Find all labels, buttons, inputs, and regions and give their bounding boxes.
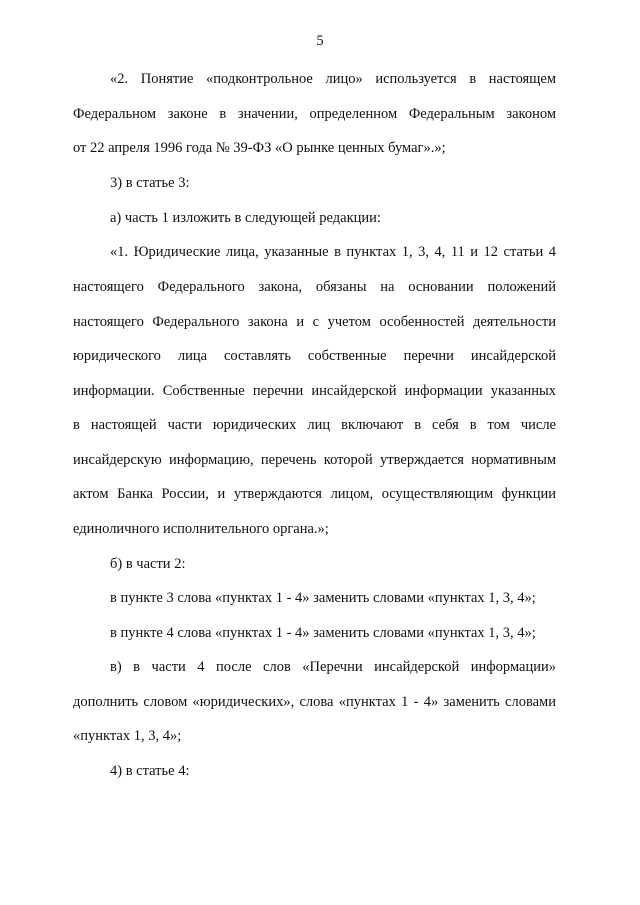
text-line: актом Банка России, и утверждаются лицом, осуществляющим функции: [73, 486, 556, 502]
text-line: единоличного исполнительного органа.»;: [73, 521, 329, 537]
text-line: а) часть 1 изложить в следующей редакции:: [110, 210, 381, 226]
text-line: «пунктах 1, 3, 4»;: [73, 728, 182, 744]
text-line: 3) в статье 3:: [110, 175, 190, 191]
text-line: «2. Понятие «подконтрольное лицо» используется в настоящем: [110, 71, 556, 87]
text-line: в пункте 4 слова «пунктах 1 - 4» заменить словами «пунктах 1, 3, 4»;: [110, 625, 536, 641]
text-line: в пункте 3 слова «пунктах 1 - 4» заменить словами «пунктах 1, 3, 4»;: [110, 590, 536, 606]
text-line: настоящего Федерального закона, обязаны на основании положений: [73, 279, 556, 295]
text-line: Федеральном законе в значении, определенном Федеральным законом: [73, 106, 556, 122]
text-line: от 22 апреля 1996 года № 39-ФЗ «О рынке ценных бумаг».»;: [73, 140, 446, 156]
text-line: настоящего Федерального закона и с учетом особенностей деятельности: [73, 314, 556, 330]
text-line: инсайдерскую информацию, перечень которой утверждается нормативным: [73, 452, 556, 468]
text-line: 4) в статье 4:: [110, 763, 190, 779]
page-number: 5: [316, 33, 324, 49]
text-line: в настоящей части юридических лиц включают в себя в том числе: [73, 417, 556, 433]
text-line: юридического лица составлять собственные перечни инсайдерской: [73, 348, 556, 364]
text-line: б) в части 2:: [110, 556, 186, 572]
text-line: «1. Юридические лица, указанные в пунктах 1, 3, 4, 11 и 12 статьи 4: [110, 244, 556, 260]
text-line: дополнить словом «юридических», слова «пунктах 1 - 4» заменить словами: [73, 694, 556, 710]
text-line: в) в части 4 после слов «Перечни инсайдерской информации»: [110, 659, 556, 675]
text-line: информации. Собственные перечни инсайдерской информации указанных: [73, 383, 556, 399]
